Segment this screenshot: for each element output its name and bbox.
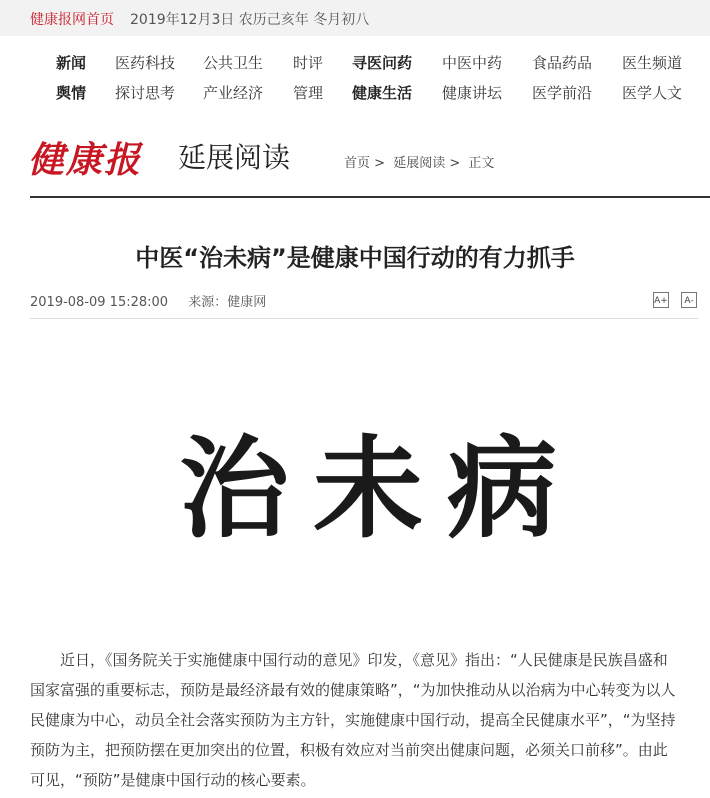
font-decrease-button[interactable] xyxy=(681,292,697,308)
nav-row-1 xyxy=(0,48,710,76)
date-text: 2019年12月3日 农历己亥年 冬月初八 xyxy=(130,12,370,28)
site-logo[interactable] xyxy=(28,132,178,188)
article-title: 中医“治未病”是健康中国行动的有力抓手 xyxy=(135,244,575,272)
top-bar xyxy=(0,0,710,36)
nav-item-public-health[interactable]: 公共卫生 xyxy=(203,54,264,72)
nav-item-healthy-living[interactable]: 健康生活 xyxy=(352,84,413,102)
home-link[interactable]: 健康报网首页 xyxy=(30,12,114,28)
breadcrumb-current: 正文 xyxy=(468,156,495,171)
article-meta xyxy=(30,291,266,310)
main-nav xyxy=(0,48,710,112)
hero-calligraphy: 治未病 xyxy=(179,424,581,553)
nav-item-tcm[interactable]: 中医中药 xyxy=(442,54,503,72)
article-hero-image xyxy=(100,345,660,615)
nav-item-news[interactable]: 新闻 xyxy=(56,54,87,72)
article-datetime: 2019-08-09 15:28:00 xyxy=(30,295,169,310)
nav-item-discussion[interactable]: 探讨思考 xyxy=(115,84,176,102)
nav-item-medical-humanities[interactable]: 医学人文 xyxy=(622,84,683,102)
article-body: 近日，《国务院关于实施健康中国行动的意见》印发，《意见》指出：“人民健康是民族昌盛和国家富强的重要标志，预防是最经济最有效的健康策略”，“为加快推动从以治病为中心转变为以人民健康为中心，动员全社会落实预防为主方针，实施健康中国行动，提高全民健康水平”，“为坚持预防为主，把预防摆在更加突出的位置，积极有效应对当前突出健康问题，必须关口前移”。由此可见，“预防”是健康中国行动的核心要素。 xyxy=(30,651,676,789)
nav-item-commentary[interactable]: 时评 xyxy=(293,54,324,72)
brand-header xyxy=(28,132,688,188)
nav-item-management[interactable]: 管理 xyxy=(293,84,324,102)
breadcrumb-separator: > xyxy=(449,156,461,171)
font-increase-button[interactable] xyxy=(653,292,669,308)
nav-item-health-forum[interactable]: 健康讲坛 xyxy=(442,84,503,102)
breadcrumb xyxy=(344,152,498,171)
breadcrumb-section[interactable]: 延展阅读 xyxy=(393,156,446,171)
nav-row-2 xyxy=(0,78,710,106)
breadcrumb-separator: > xyxy=(374,156,386,171)
nav-item-industry[interactable]: 产业经济 xyxy=(203,84,264,102)
nav-item-doctor-channel[interactable]: 医生频道 xyxy=(622,54,683,72)
nav-item-med-tech[interactable]: 医药科技 xyxy=(115,54,176,72)
nav-item-seek-medicine[interactable]: 寻医问药 xyxy=(352,54,413,72)
header-divider xyxy=(30,196,710,198)
font-increase-label: A+ xyxy=(654,296,668,306)
nav-item-medical-frontier[interactable]: 医学前沿 xyxy=(532,84,593,102)
section-title: 延展阅读 xyxy=(178,141,291,174)
nav-item-public-opinion[interactable]: 舆情 xyxy=(56,84,87,102)
font-decrease-label: A- xyxy=(684,296,694,306)
article-source: 来源：健康网 xyxy=(188,295,267,310)
meta-divider xyxy=(30,318,698,319)
logo-text: 健康报 xyxy=(28,139,143,181)
breadcrumb-home[interactable]: 首页 xyxy=(344,156,371,171)
nav-item-food-drug[interactable]: 食品药品 xyxy=(532,54,593,72)
